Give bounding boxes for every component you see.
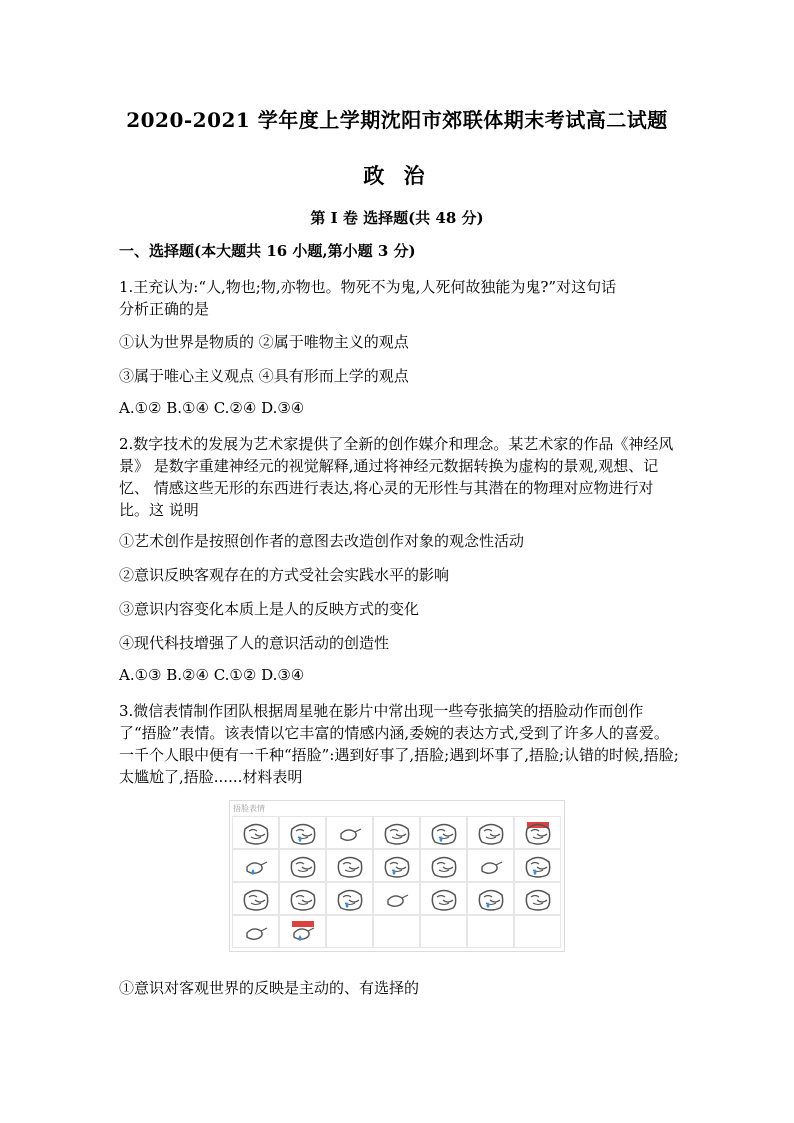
emoji-cell: [326, 915, 373, 948]
emoji-cell: [279, 915, 326, 948]
facepalm-icon: [286, 853, 320, 879]
facepalm-icon: [239, 886, 273, 912]
q1-answers: A.①② B.①④ C.②④ D.③④: [119, 399, 305, 417]
q3-stem: 3.微信表情制作团队根据周星驰在影片中常出现一些夸张搞笑的捂脸动作而创作了“捂脸”表情。该表情以它丰富的情感内涵,委婉的表达方式,受到了许多人的喜爱。一千个人眼中便有一千种“捂脸”:遇到好事了,捂脸;遇到坏事了,捂脸;认错的时候,捂脸;太尴尬了,捂脸......材料表明: [119, 702, 679, 786]
facepalm-icon: [427, 820, 461, 846]
facepalm-icon: [333, 853, 367, 879]
emoji-cell: [279, 849, 326, 882]
emoji-cell: [232, 816, 279, 849]
emoji-cell: [467, 849, 514, 882]
facepalm-icon: [239, 919, 273, 945]
facepalm-icon: [427, 886, 461, 912]
emoji-cell: [373, 816, 420, 849]
emoji-cell: [373, 882, 420, 915]
facepalm-icon: [521, 820, 555, 846]
facepalm-icon: [239, 853, 273, 879]
emoji-cell: [467, 816, 514, 849]
facepalm-icon: [521, 853, 555, 879]
emoji-cell: [514, 915, 561, 948]
emoji-cell: [467, 882, 514, 915]
emoji-cell: [373, 849, 420, 882]
emoji-image-title: 捂脸表情: [233, 804, 265, 813]
q2-option-2: ②意识反映客观存在的方式受社会实践水平的影响: [119, 566, 450, 584]
q1-options-12: ①认为世界是物质的 ②属于唯物主义的观点: [119, 333, 409, 351]
facepalm-icon: [286, 820, 320, 846]
q2-option-1: ①艺术创作是按照创作者的意图去改造创作对象的观念性活动: [119, 532, 525, 550]
emoji-cell: [420, 849, 467, 882]
emoji-cell: [326, 849, 373, 882]
facepalm-icon: [239, 820, 273, 846]
emoji-cell: [279, 816, 326, 849]
q2-stem: 2.数字技术的发展为艺术家提供了全新的创作媒介和理念。某艺术家的作品《神经风景》 是数字重建神经元的视觉解释,通过将神经元数据转换为虚构的景观,观想、记忆、 情感这些无形的东西进行表达,将心灵的无形性与其潜在的物理对应物进行对比。这 说明: [119, 435, 674, 519]
facepalm-icon: [286, 886, 320, 912]
facepalm-icon: [474, 853, 508, 879]
q2-answers: A.①③ B.②④ C.①② D.③④: [119, 666, 305, 684]
facepalm-icon: [521, 886, 555, 912]
emoji-cell: [467, 915, 514, 948]
facepalm-icon: [380, 853, 414, 879]
part-heading: 第 I 卷 选择题(共 48 分): [310, 209, 484, 227]
facepalm-icon: [380, 886, 414, 912]
facepalm-icon: [474, 886, 508, 912]
section-heading: 一、选择题(本大题共 16 小题,第小题 3 分): [119, 242, 416, 260]
subject-title: 政 治: [363, 163, 431, 188]
emoji-cell: [514, 882, 561, 915]
facepalm-icon: [427, 853, 461, 879]
q1-options-34: ③属于唯心主义观点 ④具有形而上学的观点: [119, 367, 409, 385]
emoji-cell: [326, 882, 373, 915]
q1-stem-line2: 分析正确的是: [119, 300, 210, 318]
emoji-cell: [279, 882, 326, 915]
facepalm-emoji-image: [229, 800, 565, 952]
emoji-cell: [232, 849, 279, 882]
q3-option-1: ①意识对客观世界的反映是主动的、有选择的: [119, 979, 420, 997]
emoji-cell: [232, 882, 279, 915]
q2-option-3: ③意识内容变化本质上是人的反映方式的变化: [119, 600, 420, 618]
emoji-cell: [420, 816, 467, 849]
facepalm-icon: [474, 820, 508, 846]
facepalm-icon: [333, 820, 367, 846]
exam-title: 2020-2021 学年度上学期沈阳市郊联体期末考试高二试题: [126, 108, 668, 132]
emoji-cell: [514, 849, 561, 882]
facepalm-icon: [380, 820, 414, 846]
facepalm-icon: [333, 886, 367, 912]
emoji-cell: [373, 915, 420, 948]
facepalm-icon: [286, 919, 320, 945]
emoji-grid: [232, 816, 561, 948]
emoji-cell: [326, 816, 373, 849]
emoji-cell: [514, 816, 561, 849]
emoji-cell: [232, 915, 279, 948]
q1-stem-line1: 1.王充认为:“人,物也;物,亦物也。物死不为鬼,人死何故独能为鬼?”对这句话: [119, 278, 617, 296]
emoji-cell: [420, 915, 467, 948]
q2-option-4: ④现代科技增强了人的意识活动的创造性: [119, 634, 390, 652]
emoji-cell: [420, 882, 467, 915]
